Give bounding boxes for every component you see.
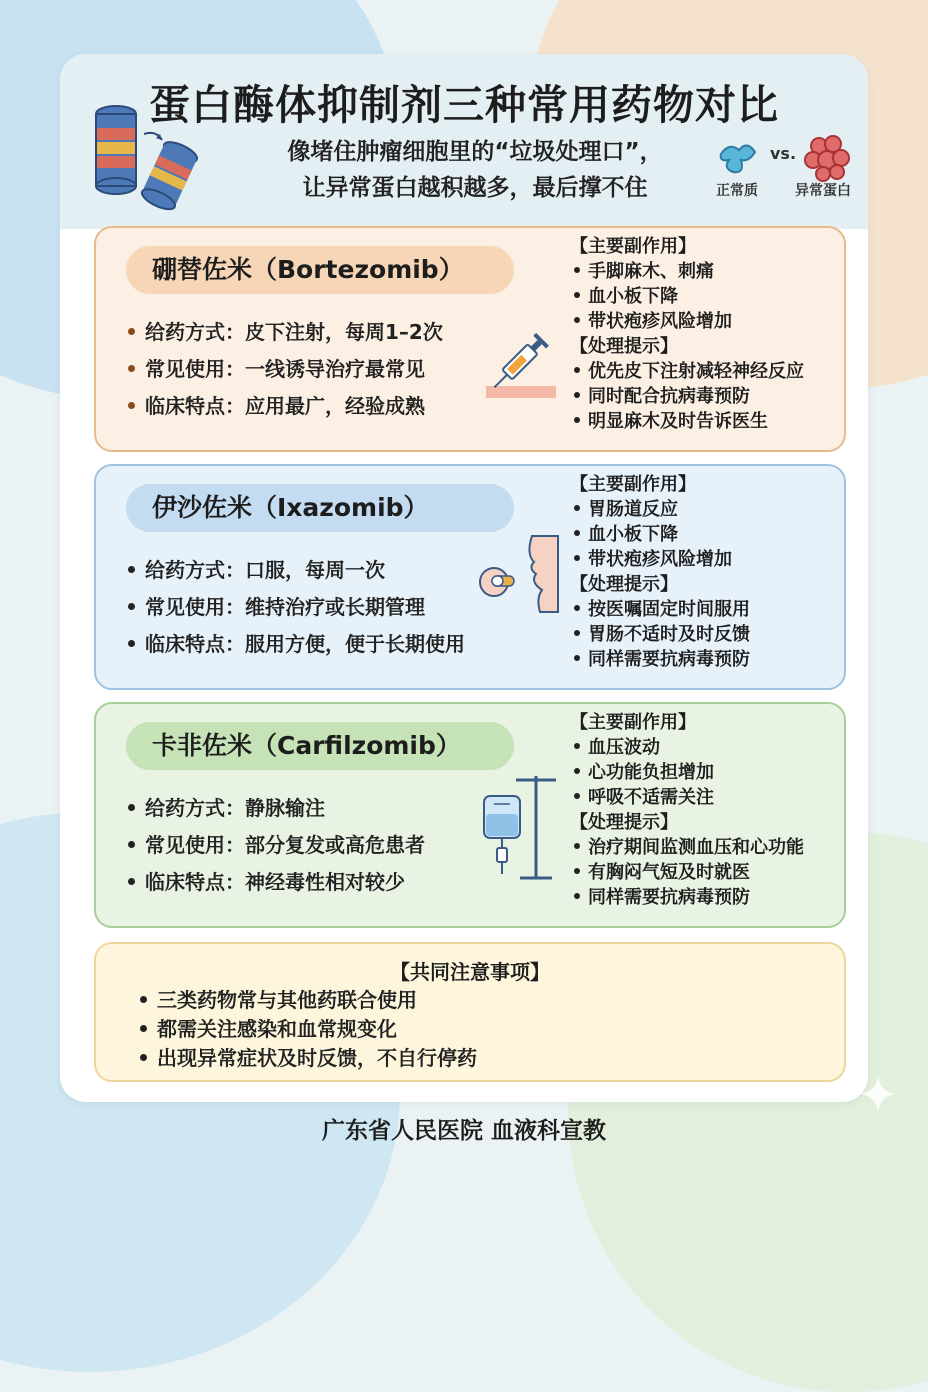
drug-info-list <box>128 552 465 663</box>
drug-card-bortezomib <box>94 226 846 452</box>
side-effect-item: 呼吸不适需关注 <box>570 785 840 810</box>
side-effect-item: 带状疱疹风险增加 <box>570 547 840 572</box>
subtitle-line-1: 像堵住肿瘤细胞里的“垃圾处理口”， <box>287 139 663 165</box>
tips-title: 【处理提示】 <box>570 336 678 357</box>
info-item: 临床特点：应用最广，经验成熟 <box>128 388 443 425</box>
tips-title: 【处理提示】 <box>570 574 678 595</box>
drug-name: 硼替佐米（Bortezomib） <box>126 246 514 294</box>
side-panel <box>570 710 840 910</box>
side-effects-title: 【主要副作用】 <box>570 712 696 733</box>
side-effect-item: 血压波动 <box>570 735 840 760</box>
abnormal-protein-label: 异常蛋白 <box>795 183 851 199</box>
info-item: 给药方式：口服，每周一次 <box>128 552 465 589</box>
info-item: 常见使用：一线诱导治疗最常见 <box>128 351 443 388</box>
side-effect-item: 血小板下降 <box>570 284 840 309</box>
common-note-item: 都需关注感染和血常规变化 <box>140 1015 477 1044</box>
side-effect-item: 血小板下降 <box>570 522 840 547</box>
tip-item: 有胸闷气短及时就医 <box>570 860 840 885</box>
tip-item: 治疗期间监测血压和心功能 <box>570 835 840 860</box>
common-notes-box <box>94 942 846 1082</box>
normal-protein-icon <box>721 145 755 172</box>
abnormal-protein-icon <box>805 136 849 181</box>
page-title: 蛋白酶体抑制剂三种常用药物对比 <box>149 81 779 129</box>
tip-item: 优先皮下注射减轻神经反应 <box>570 359 840 384</box>
info-item: 给药方式：皮下注射，每周1–2次 <box>128 314 443 351</box>
side-effect-item: 心功能负担增加 <box>570 760 840 785</box>
info-item: 给药方式：静脉输注 <box>128 790 425 827</box>
drug-info-list <box>128 314 443 425</box>
common-note-item: 出现异常症状及时反馈，不自行停药 <box>140 1044 477 1073</box>
sparkle-icon <box>858 1074 898 1114</box>
common-note-item: 三类药物常与其他药联合使用 <box>140 986 477 1015</box>
infographic-card <box>60 54 868 1102</box>
tip-item: 按医嘱固定时间服用 <box>570 597 840 622</box>
oral-pill-icon <box>470 532 560 618</box>
common-notes-title: 【共同注意事项】 <box>390 960 550 984</box>
tip-item: 明显麻木及时告诉医生 <box>570 409 840 434</box>
side-effects-title: 【主要副作用】 <box>570 236 696 257</box>
footer-credit: 广东省人民医院 血液科宣教 <box>321 1118 606 1144</box>
drug-card-carfilzomib <box>94 702 846 928</box>
normal-protein-label: 正常质 <box>716 183 758 199</box>
info-item: 常见使用：维持治疗或长期管理 <box>128 589 465 626</box>
side-effect-item: 手脚麻木、刺痛 <box>570 259 840 284</box>
side-effects-title: 【主要副作用】 <box>570 474 696 495</box>
subtitle-line-2: 让异常蛋白越积越多，最后撑不住 <box>302 175 648 201</box>
tips-title: 【处理提示】 <box>570 812 678 833</box>
iv-drip-icon <box>480 774 560 884</box>
side-panel <box>570 472 840 672</box>
common-notes-list <box>140 986 477 1073</box>
info-item: 临床特点：服用方便，便于长期使用 <box>128 626 465 663</box>
drug-card-ixazomib <box>94 464 846 690</box>
drug-name: 伊沙佐米（Ixazomib） <box>126 484 514 532</box>
tip-item: 同时配合抗病毒预防 <box>570 384 840 409</box>
info-item: 常见使用：部分复发或高危患者 <box>128 827 425 864</box>
side-panel <box>570 234 840 434</box>
tip-item: 同样需要抗病毒预防 <box>570 885 840 910</box>
drug-info-list <box>128 790 425 901</box>
syringe-icon <box>482 324 562 404</box>
info-item: 临床特点：神经毒性相对较少 <box>128 864 425 901</box>
side-effect-item: 带状疱疹风险增加 <box>570 309 840 334</box>
drug-name: 卡非佐米（Carfilzomib） <box>126 722 514 770</box>
side-effect-item: 胃肠道反应 <box>570 497 840 522</box>
vs-label: vs. <box>770 144 797 163</box>
tip-item: 胃肠不适时及时反馈 <box>570 622 840 647</box>
tip-item: 同样需要抗病毒预防 <box>570 647 840 672</box>
subtitle <box>240 134 710 206</box>
